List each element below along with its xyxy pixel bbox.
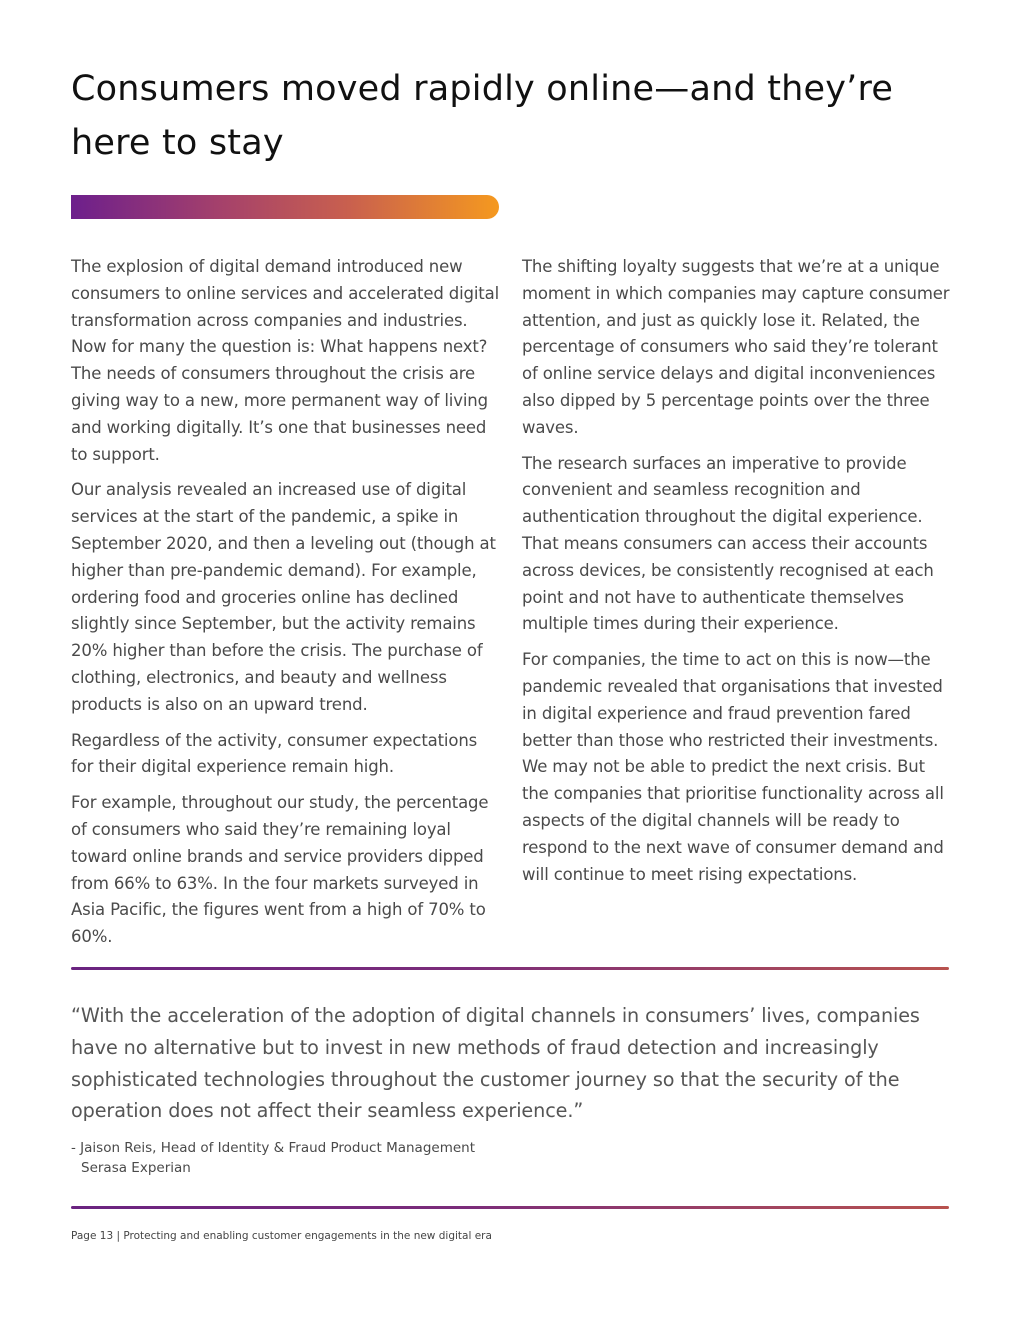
page-title: Consumers moved rapidly online—and they’re here to stay [71,69,894,163]
quote-divider-top [71,967,949,970]
attribution-author: - Jaison Reis, Head of Identity & Fraud Product Management [71,1140,475,1156]
quote-divider-bottom [71,1206,949,1209]
quote-attribution [71,1138,671,1178]
pull-quote: “With the acceleration of the adoption of digital channels in consumers’ lives, companies have no alternative but to invest in new methods of fraud detection and increasingly sophisticated technologies throughout the customer journey so that the security of the operation does not affect their seamless experience.” [71,1004,920,1123]
paragraph: The shifting loyalty suggests that we’re at a unique moment in which companies may capture consumer attention, and just as quickly lose it. Related, the percentage of consumers who said they’re tolerant of online service delays and digital inconveniences also dipped by 5 percentage points over the three waves. [522,257,950,437]
attribution-organization: Serasa Experian [81,1160,191,1176]
paragraph: Regardless of the activity, consumer expectations for their digital experience remain high. [71,730,478,777]
paragraph: The explosion of digital demand introduced new consumers to online services and accelerated digital transformation across companies and industries. Now for many the question is: What happens next? The needs of consumers throughout the crisis are giving way to a new, more permanent way of living and working digitally. It’s one that businesses need to support. [71,257,500,464]
paragraph: The research surfaces an imperative to provide convenient and seamless recognition and authentication throughout the digital experience. That means consumers can access their accounts across devices, be consistently recognised at each point and not have to authenticate themselves multiple times during their experience. [522,453,934,634]
title-accent-bar [71,195,499,219]
paragraph: For companies, the time to act on this is now—the pandemic revealed that organisations that invested in digital experience and fraud prevention fared better than those who restricted their investments. We may not be able to predict the next crisis. But the companies that prioritise functionality across all aspects of the digital channels will be ready to respond to the next wave of consumer demand and will continue to meet rising expectations. [522,650,944,884]
right-column [522,254,952,897]
paragraph: Our analysis revealed an increased use of digital services at the start of the pandemic, a spike in September 2020, and then a leveling out (though at higher than pre-pandemic demand). For example, ordering food and groceries online has declined slightly since September, but the activity remains 20% higher than before the crisis. The purchase of clothing, electronics, and beauty and wellness products is also on an upward trend. [71,480,496,714]
left-column [71,254,501,960]
paragraph: For example, throughout our study, the percentage of consumers who said they’re remaining loyal toward online brands and service providers dipped from 66% to 63%. In the four markets surveyed in Asia Pacific, the figures went from a high of 70% to 60%. [71,793,489,947]
page-footer: Page 13 | Protecting and enabling customer engagements in the new digital era [71,1230,492,1242]
